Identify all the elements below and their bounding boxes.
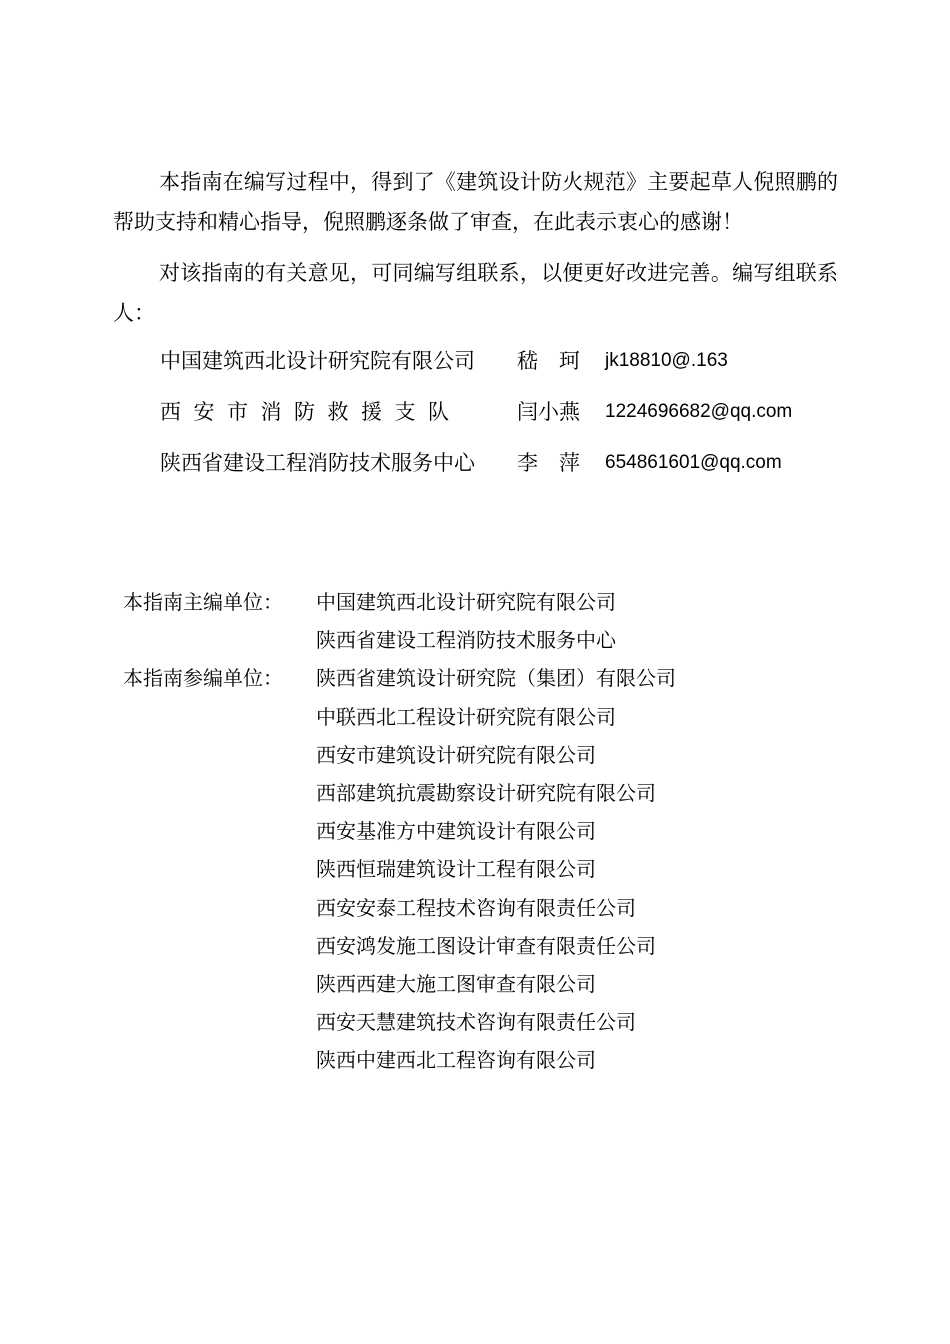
contact-name: 李 萍: [517, 451, 580, 475]
unit-item: 陕西中建西北工程咨询有限公司: [316, 1048, 596, 1073]
chief-units-label: 本指南主编单位：: [123, 590, 283, 614]
contact-name: 嵇 珂: [517, 349, 580, 373]
participating-units-group: [123, 659, 823, 1079]
unit-item: 西安基准方中建筑设计有限公司: [316, 819, 596, 844]
contact-row: [160, 392, 860, 443]
unit-item: 西安市建筑设计研究院有限公司: [316, 742, 596, 767]
unit-item: 西安安泰工程技术咨询有限责任公司: [316, 895, 636, 920]
acknowledgement-paragraph: 本指南在编写过程中，得到了《建筑设计防火规范》主要起草人倪照鹏的帮助支持和精心指导，倪照鹏逐条做了审查，在此表示衷心的感谢！: [113, 170, 838, 234]
unit-item: 陕西省建筑设计研究院（集团）有限公司: [316, 666, 676, 691]
unit-item: 中国建筑西北设计研究院有限公司: [316, 590, 616, 614]
unit-item: 西部建筑抗震勘察设计研究院有限公司: [316, 781, 656, 806]
contact-org: 陕西省建设工程消防技术服务中心: [160, 451, 475, 475]
unit-item: 陕西恒瑞建筑设计工程有限公司: [316, 857, 596, 882]
participating-units-label: 本指南参编单位：: [123, 666, 283, 691]
contact-email: 1224696682@qq.com: [605, 401, 793, 422]
unit-item: 西安天慧建筑技术咨询有限责任公司: [316, 1010, 636, 1035]
contact-row: [160, 341, 860, 392]
editorial-units: [123, 583, 823, 1080]
contact-list: [160, 341, 860, 494]
contact-email: 654861601@qq.com: [605, 452, 782, 473]
unit-item: 陕西省建设工程消防技术服务中心: [316, 628, 616, 653]
contact-org: 西安市消防救援支队: [160, 400, 462, 424]
contact-intro-paragraph: 对该指南的有关意见，可同编写组联系，以便更好改进完善。编写组联系人：: [113, 261, 838, 325]
chief-units-group: [123, 583, 823, 659]
contact-name: 闫小燕: [517, 400, 580, 424]
contact-email: jk18810@.163: [605, 350, 728, 371]
unit-item: 西安鸿发施工图设计审查有限责任公司: [316, 933, 656, 958]
unit-item: 中联西北工程设计研究院有限公司: [316, 704, 616, 729]
contact-org: 中国建筑西北设计研究院有限公司: [160, 349, 475, 373]
contact-row: [160, 443, 860, 494]
chief-units-list: [316, 583, 823, 659]
unit-item: 陕西西建大施工图审查有限公司: [316, 972, 596, 997]
participating-units-list: [316, 659, 823, 1079]
